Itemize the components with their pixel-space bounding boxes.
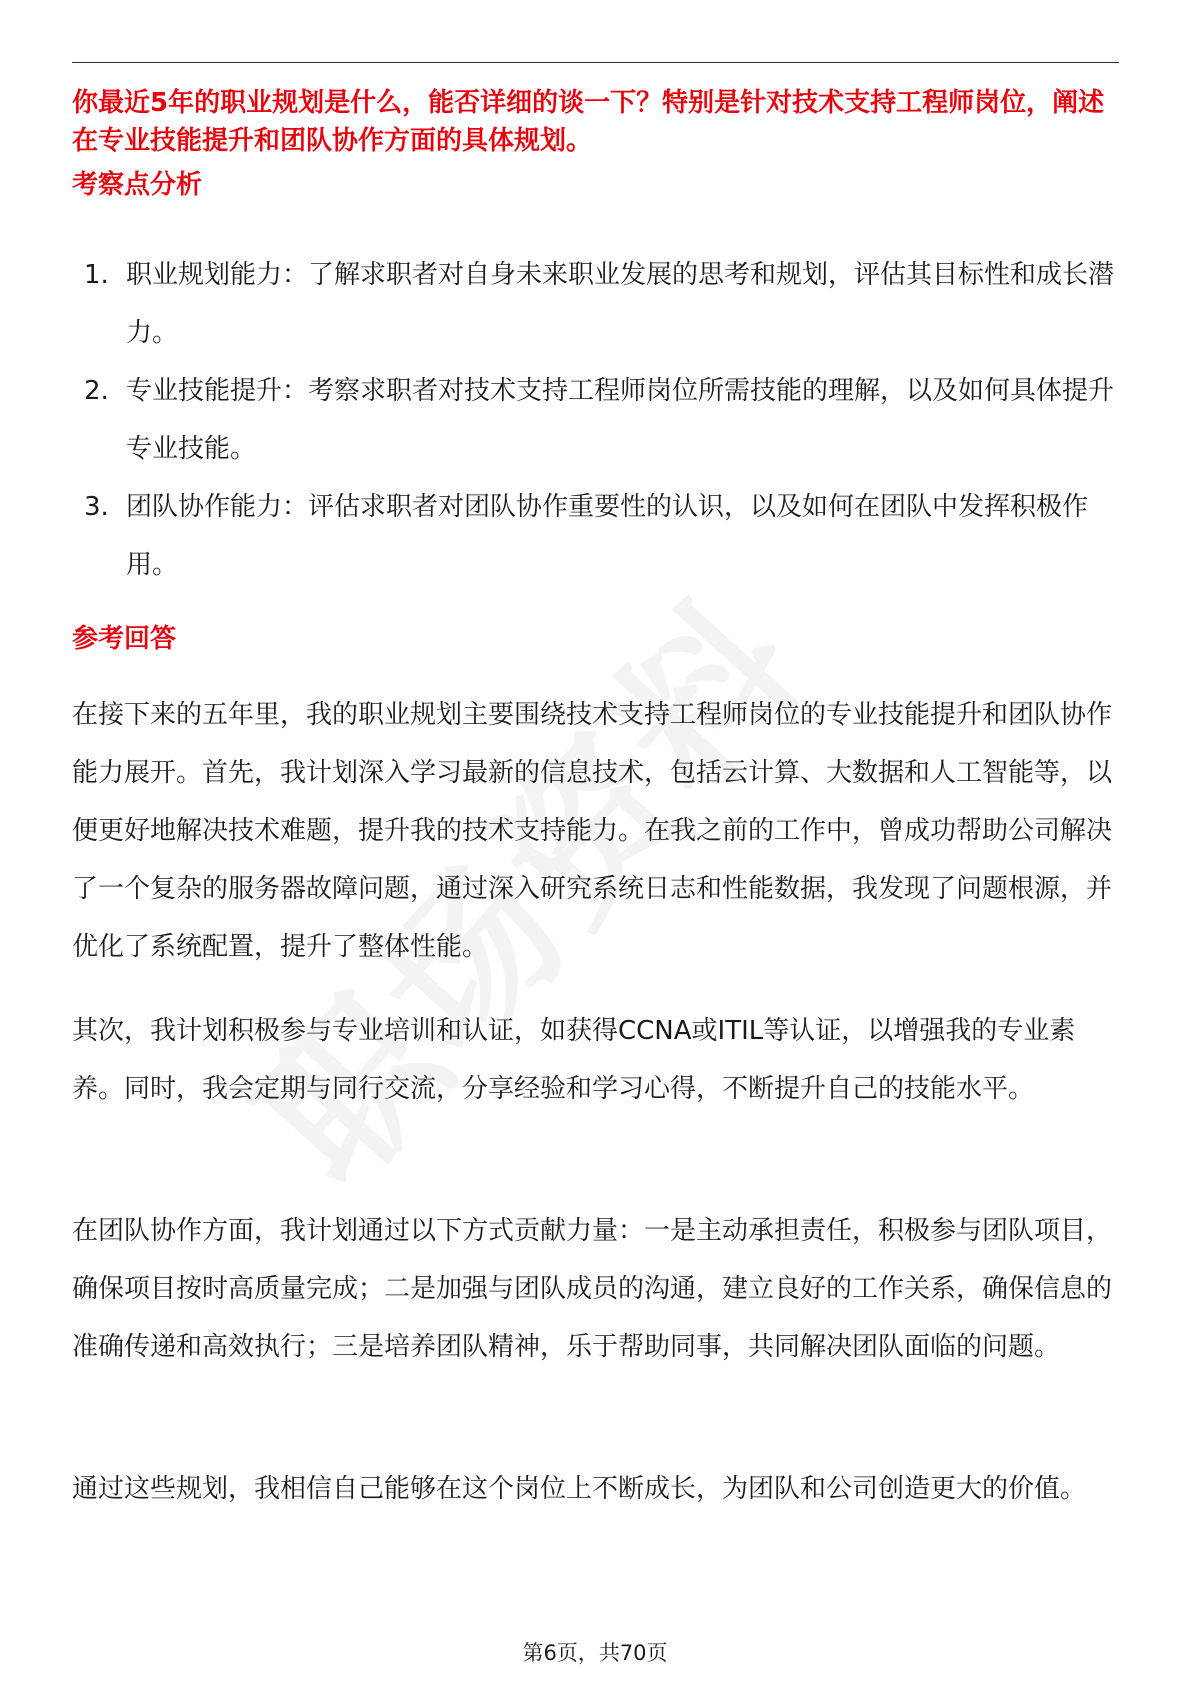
analysis-item bbox=[72, 246, 1122, 362]
answer-paragraph: 通过这些规划，我相信自己能够在这个岗位上不断成长，为团队和公司创造更大的价值。 bbox=[72, 1474, 1087, 1504]
answer-paragraph: 在接下来的五年里，我的职业规划主要围绕技术支持工程师岗位的专业技能提升和团队协作能力展开。首先，我计划深入学习最新的信息技术，包括云计算、大数据和人工智能等，以便更好地解决技术难题，提升我的技术支持能力。在我之前的工作中，曾成功帮助公司解决了一个复杂的服务器故障问题，通过深入研究系统日志和性能数据，我发现了问题根源，并优化了系统配置，提升了整体性能。 bbox=[72, 700, 1113, 962]
answer-heading: 参考回答 bbox=[72, 624, 177, 654]
analysis-item bbox=[72, 478, 1122, 594]
analysis-item-number: 2. bbox=[84, 376, 109, 406]
analysis-heading: 考察点分析 bbox=[72, 170, 203, 200]
analysis-item-text: 团队协作能力：评估求职者对团队协作重要性的认识，以及如何在团队中发挥积极作用。 bbox=[126, 492, 1089, 580]
question-title: 你最近5年的职业规划是什么，能否详细的谈一下？特别是针对技术支持工程师岗位，阐述在专业技能提升和团队协作方面的具体规划。 bbox=[72, 88, 1105, 156]
analysis-item-text: 职业规划能力：了解求职者对自身未来职业发展的思考和规划，评估其目标性和成长潜力。 bbox=[126, 260, 1115, 348]
analysis-list bbox=[72, 246, 1122, 594]
analysis-item-text: 专业技能提升：考察求职者对技术支持工程师岗位所需技能的理解，以及如何具体提升专业技能。 bbox=[126, 376, 1115, 464]
header-divider bbox=[72, 62, 1119, 63]
analysis-item-number: 1. bbox=[84, 260, 109, 290]
answer-paragraph: 在团队协作方面，我计划通过以下方式贡献力量：一是主动承担责任，积极参与团队项目，确保项目按时高质量完成；二是加强与团队成员的沟通，建立良好的工作关系，确保信息的准确传递和高效执行；三是培养团队精神，乐于帮助同事，共同解决团队面临的问题。 bbox=[72, 1216, 1113, 1362]
analysis-item-number: 3. bbox=[84, 492, 109, 522]
page-number: 第6页，共70页 bbox=[522, 1641, 668, 1665]
analysis-item bbox=[72, 362, 1122, 478]
answer-paragraph: 其次，我计划积极参与专业培训和认证，如获得CCNA或ITIL等认证，以增强我的专业素养。同时，我会定期与同行交流，分享经验和学习心得，不断提升自己的技能水平。 bbox=[72, 1016, 1076, 1104]
